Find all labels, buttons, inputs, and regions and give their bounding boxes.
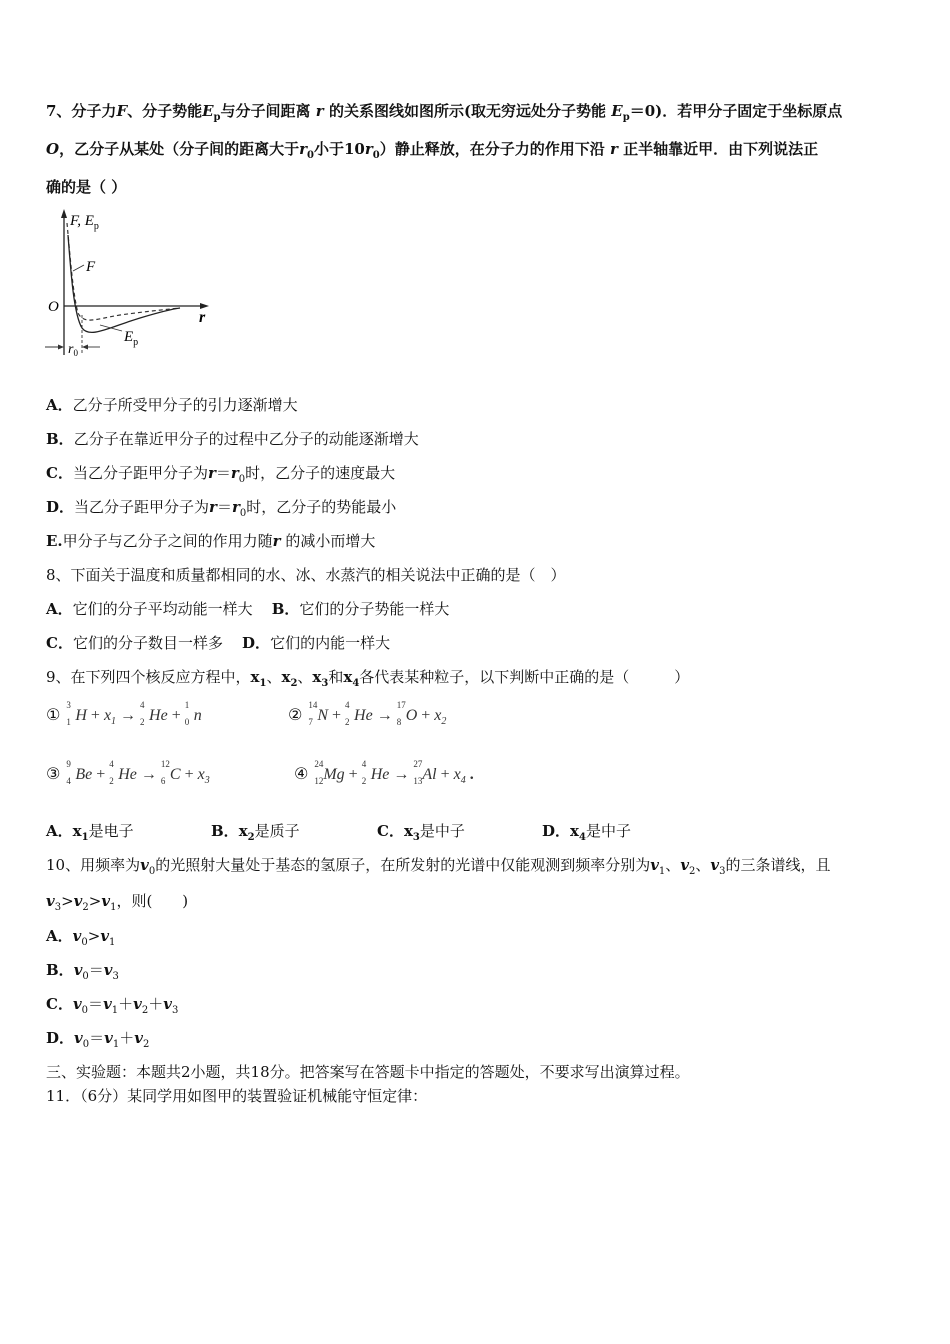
potential-curve-Ep [68, 235, 180, 332]
q8-options-row-1: A．它们的分子平均动能一样大 B．它们的分子势能一样大 [46, 600, 450, 618]
q7-stem-line-1: 7、分子力F、分子势能$E_p$与分子间距离 r 的关系图线如图所示(取无穷远处分子势能 $E_p=0$)．若甲分子固定于坐标原点 [46, 102, 843, 123]
reaction-equation-3: ③ 9 4 Be + 4 2 He → 12 6 $C + x_3$ [46, 759, 210, 787]
q9-option-D: D．$x_4$是中子 [542, 822, 631, 843]
q10-stem-line-1: 10、用频率为$v_0$的光照射大量处于基态的氢原子，在所发射的光谱中仅能观测到频率分别为$v_1$、$v_2$、$v_3$的三条谱线，且 [46, 856, 831, 877]
q10-stem-line-2: $v_3>v_2>v_1$，则( ) [46, 892, 189, 913]
q9-stem: 9、在下列四个核反应方程中，$x_1$、$x_2$、$x_3$和$x_4$各代表某种粒子，以下判断中正确的是（ ） [46, 668, 690, 689]
q9-option-A: A．$x_1$是电子 [46, 822, 134, 843]
q7-option-C: C．当乙分子距甲分子为$r=r_0$时，乙分子的速度最大 [46, 464, 396, 485]
force-potential-figure [40, 205, 220, 365]
q7-stem-line-2: O，乙分子从某处（分子间的距离大于$r_0$小于$10r_0$）静止释放，在分子力的作用下沿 r 正半轴靠近甲．由下列说法正 [46, 140, 819, 161]
origin-label: O [48, 299, 59, 315]
axis-label-top: F, $E_p$ [70, 213, 99, 232]
q7-option-D: D．当乙分子距甲分子为$r=r_0$时，乙分子的势能最小 [46, 498, 397, 519]
r0-label: $r_0$ [68, 342, 78, 358]
section-3-heading: 三、实验题：本题共2小题，共18分。把答案写在答题卡中指定的答题处，不要求写出演算过程。 [46, 1063, 690, 1081]
y-axis-arrow-icon [61, 209, 67, 218]
F-label-leader [73, 265, 84, 271]
q9-option-B: B．$x_2$是质子 [211, 822, 300, 843]
q7-option-B: B．乙分子在靠近甲分子的过程中乙分子的动能逐渐增大 [46, 430, 419, 448]
r0-left-arrow-icon [58, 345, 64, 350]
curve-F-label: F [86, 259, 96, 275]
curve-Ep-label: $E_p$ [124, 329, 139, 348]
q7-stem-line-3: 确的是（ ） [46, 178, 127, 196]
r0-right-arrow-icon [82, 345, 88, 350]
q10-option-C: C．$v_0=v_1+v_2+v_3$ [46, 995, 179, 1016]
q7-option-A: A．乙分子所受甲分子的引力逐渐增大 [46, 396, 298, 414]
q7-option-E: E.甲分子与乙分子之间的作用力随r 的减小而增大 [46, 532, 376, 550]
reaction-equation-2: ② 14 7 N + 4 2 He → 17 8 $O + x_2$ [288, 700, 447, 728]
q10-option-A: A．$v_0>v_1$ [46, 927, 116, 948]
q8-options-row-2: C．它们的分子数目一样多 D．它们的内能一样大 [46, 634, 391, 652]
reaction-equation-1: ① 3 1 $H + x_1$ → 4 2 He + 1 0 n [46, 700, 202, 728]
q9-option-C: C．$x_3$是中子 [377, 822, 465, 843]
q10-option-B: B．$v_0=v_3$ [46, 961, 119, 982]
q11-stem: 11．（6分）某同学用如图甲的装置验证机械能守恒定律： [46, 1087, 428, 1105]
x-axis-label: r [199, 309, 206, 326]
reaction-equation-4: ④ 24 12 Mg + 4 2 He → 27 13 $Al + x_4$ . [294, 759, 474, 787]
q8-stem: 8、下面关于温度和质量都相同的水、冰、水蒸汽的相关说法中正确的是（ ） [46, 566, 566, 584]
q10-option-D: D．$v_0=v_1+v_2$ [46, 1029, 150, 1050]
